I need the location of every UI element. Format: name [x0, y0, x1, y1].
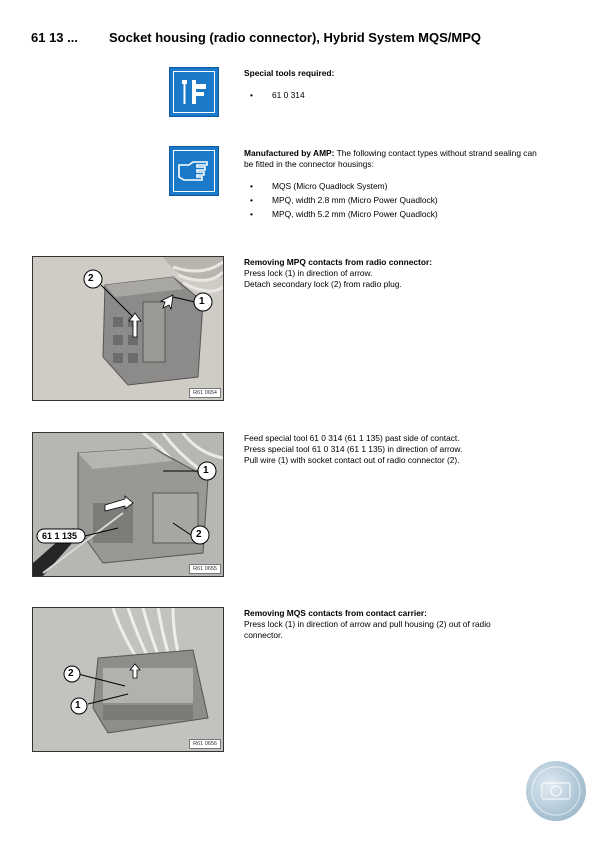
page-title: Socket housing (radio connector), Hybrid System MQS/MPQ — [109, 30, 481, 45]
contact-type: MPQ, width 5.2 mm (Micro Power Quadlock) — [272, 209, 438, 219]
photo-label: R61 0654 — [189, 388, 221, 398]
photo-label: R61 0655 — [189, 564, 221, 574]
pointing-hand-icon — [169, 146, 219, 196]
step-line: Press lock (1) in direction of arrow. — [244, 268, 373, 278]
list-item: • MQS (Micro Quadlock System) — [250, 181, 388, 191]
connector-photo-2 — [32, 432, 224, 577]
contact-type: MQS (Micro Quadlock System) — [272, 181, 388, 191]
step-line: Press lock (1) in direction of arrow and pull housing (2) out of radio — [244, 619, 491, 629]
note-heading: Manufactured by AMP: — [244, 148, 335, 158]
step-line: Detach secondary lock (2) from radio plug. — [244, 279, 402, 289]
callout-1: 1 — [199, 296, 205, 307]
step-heading: Removing MQS contacts from contact carrier: — [244, 608, 427, 618]
step-line: Pull wire (1) with socket contact out of radio connector (2). — [244, 455, 460, 465]
list-item: • MPQ, width 2.8 mm (Micro Power Quadlock) — [250, 195, 438, 205]
callout-1: 1 — [75, 700, 81, 711]
tool-number: 61 0 314 — [272, 90, 305, 100]
contact-type: MPQ, width 2.8 mm (Micro Power Quadlock) — [272, 195, 438, 205]
step-heading: Removing MPQ contacts from radio connector: — [244, 257, 432, 267]
callout-2: 2 — [196, 529, 202, 540]
watermark-logo — [526, 761, 586, 821]
note-text: The following contact types without strand sealing can be fitted in the connector housings: — [244, 148, 537, 169]
connector-photo-3 — [32, 607, 224, 752]
tools-heading: Special tools required: — [244, 68, 335, 78]
list-item: • 61 0 314 — [250, 90, 305, 100]
callout-1: 1 — [203, 465, 209, 476]
section-number: 61 13 ... — [31, 30, 78, 45]
photo-label: R61 0656 — [189, 739, 221, 749]
step-line: Feed special tool 61 0 314 (61 1 135) past side of contact. — [244, 433, 460, 443]
connector-photo-1 — [32, 256, 224, 401]
list-item: • MPQ, width 5.2 mm (Micro Power Quadlock) — [250, 209, 438, 219]
callout-2: 2 — [88, 273, 94, 284]
tools-icon — [169, 67, 219, 117]
step-line: connector. — [244, 630, 283, 640]
step-line: Press special tool 61 0 314 (61 1 135) in direction of arrow. — [244, 444, 463, 454]
callout-2: 2 — [68, 668, 74, 679]
tool-callout: 61 1 135 — [42, 531, 78, 541]
